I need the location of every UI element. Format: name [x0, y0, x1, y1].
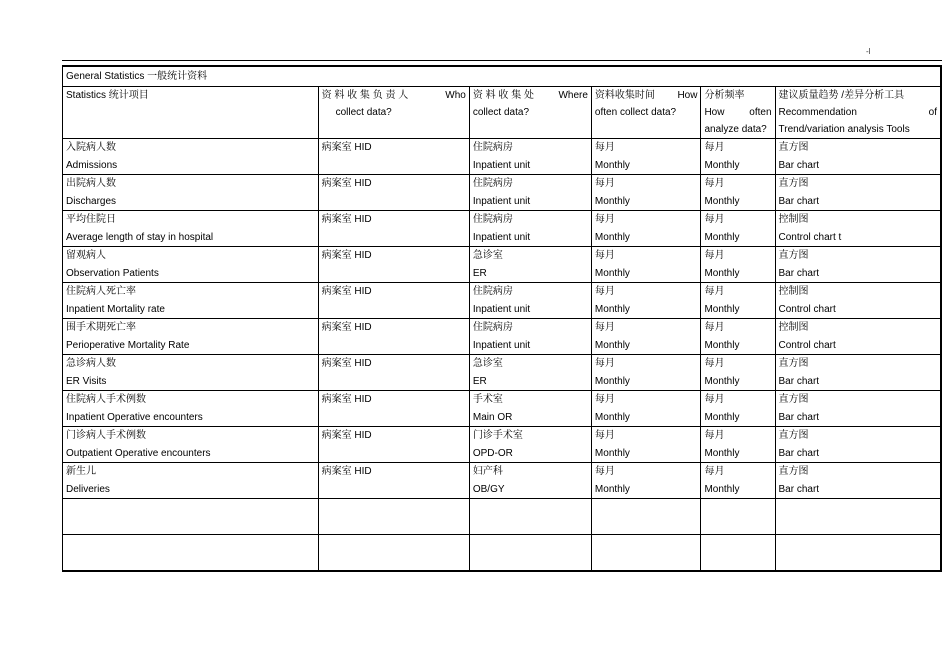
cell-who	[318, 283, 469, 319]
frequency-line2: Monthly	[704, 304, 740, 315]
who-line1: 病案室 HID	[321, 394, 372, 405]
header-who-line2: collect data?	[335, 107, 392, 118]
when-line1: 每月	[594, 178, 615, 189]
who-line1: 病案室 HID	[321, 430, 372, 441]
table-row	[63, 355, 942, 391]
cell-when	[591, 175, 701, 211]
tool-line1: 直方图	[778, 250, 809, 261]
when-line2: Monthly	[594, 268, 630, 279]
when-line1: 每月	[594, 358, 615, 369]
cell-tool	[775, 175, 941, 211]
when-line2: Monthly	[594, 232, 630, 243]
who-line1: 病案室 HID	[321, 142, 372, 153]
when-line2: Monthly	[594, 196, 630, 207]
statistic-line1: 平均住院日	[66, 214, 116, 225]
when-line2: Monthly	[594, 340, 630, 351]
header-statistics-label: Statistics 统计项目	[66, 90, 149, 101]
who-line1: 病案室 HID	[321, 250, 372, 261]
header-when-cn: 资料收集时间	[594, 90, 655, 101]
who-line1: 病案室 HID	[321, 214, 372, 225]
header-when	[591, 87, 701, 139]
cell-tool	[775, 283, 941, 319]
header-who-en: Who	[445, 90, 466, 101]
frequency-line1: 每月	[704, 250, 725, 261]
page-mark: -l	[866, 47, 871, 56]
cell-where	[469, 319, 591, 355]
cell-where	[469, 139, 591, 175]
empty-row	[63, 535, 942, 572]
cell-statistic	[63, 211, 319, 247]
when-line2: Monthly	[594, 160, 630, 171]
tool-line1: 直方图	[778, 178, 809, 189]
table-title: General Statistics 一般统计资料	[63, 66, 942, 87]
tool-line2: Bar chart	[778, 484, 820, 495]
when-line2: Monthly	[594, 304, 630, 315]
cell-tool	[775, 139, 941, 175]
top-rule	[62, 60, 942, 61]
frequency-line2: Monthly	[704, 340, 740, 351]
when-line2: Monthly	[594, 448, 630, 459]
cell-statistic	[63, 463, 319, 499]
statistic-line2: Admissions	[66, 160, 118, 171]
statistic-line1: 门诊病人手术例数	[66, 430, 146, 441]
statistic-line1: 出院病人数	[66, 178, 116, 189]
cell-where	[469, 211, 591, 247]
frequency-line1: 每月	[704, 358, 725, 369]
cell-where	[469, 175, 591, 211]
statistic-line2: Discharges	[66, 196, 117, 207]
tool-line1: 直方图	[778, 358, 809, 369]
tool-line1: 控制图	[778, 214, 809, 225]
statistic-line2: Average length of stay in hospital	[66, 232, 214, 243]
cell-when	[591, 247, 701, 283]
frequency-line2: Monthly	[704, 412, 740, 423]
where-line1: 住院病房	[472, 178, 513, 189]
frequency-line1: 每月	[704, 142, 725, 153]
cell-who	[318, 463, 469, 499]
table-row	[63, 319, 942, 355]
cell-tool	[775, 463, 941, 499]
empty-cell	[318, 499, 469, 535]
table-row	[63, 427, 942, 463]
statistic-line1: 住院病人手术例数	[66, 394, 146, 405]
cell-frequency	[701, 283, 775, 319]
header-tools-of: of	[928, 107, 937, 118]
cell-statistic	[63, 175, 319, 211]
cell-tool	[775, 211, 941, 247]
tool-line2: Bar chart	[778, 448, 820, 459]
empty-cell	[469, 535, 591, 572]
header-tools	[775, 87, 941, 139]
table-row	[63, 247, 942, 283]
table-row	[63, 175, 942, 211]
tool-line2: Bar chart	[778, 268, 820, 279]
cell-where	[469, 283, 591, 319]
cell-who	[318, 355, 469, 391]
frequency-line2: Monthly	[704, 484, 740, 495]
cell-when	[591, 463, 701, 499]
cell-frequency	[701, 211, 775, 247]
cell-who	[318, 247, 469, 283]
empty-cell	[701, 535, 775, 572]
statistic-line2: Outpatient Operative encounters	[66, 448, 211, 459]
when-line2: Monthly	[594, 484, 630, 495]
tool-line1: 直方图	[778, 466, 809, 477]
who-line1: 病案室 HID	[321, 322, 372, 333]
cell-where	[469, 355, 591, 391]
empty-cell	[469, 499, 591, 535]
tool-line2: Control chart	[778, 304, 836, 315]
when-line1: 每月	[594, 394, 615, 405]
cell-where	[469, 463, 591, 499]
cell-frequency	[701, 427, 775, 463]
cell-tool	[775, 319, 941, 355]
cell-who	[318, 427, 469, 463]
when-line1: 每月	[594, 466, 615, 477]
tool-line2: Control chart	[778, 340, 836, 351]
cell-when	[591, 391, 701, 427]
cell-when	[591, 139, 701, 175]
frequency-line2: Monthly	[704, 268, 740, 279]
where-line1: 门诊手术室	[472, 430, 523, 441]
statistic-line2: Perioperative Mortality Rate	[66, 340, 190, 351]
who-line1: 病案室 HID	[321, 358, 372, 369]
tool-line1: 直方图	[778, 394, 809, 405]
cell-tool	[775, 391, 941, 427]
cell-tool	[775, 247, 941, 283]
cell-statistic	[63, 139, 319, 175]
cell-statistic	[63, 283, 319, 319]
where-line1: 急诊室	[472, 358, 503, 369]
when-line1: 每月	[594, 430, 615, 441]
statistic-line1: 住院病人死亡率	[66, 286, 136, 297]
when-line1: 每月	[594, 142, 615, 153]
tool-line1: 控制图	[778, 286, 809, 297]
when-line2: Monthly	[594, 376, 630, 387]
header-who-cn: 资 料 收 集 负 责 人	[321, 90, 409, 101]
statistic-line2: ER Visits	[66, 376, 107, 387]
cell-who	[318, 319, 469, 355]
where-line2: ER	[472, 268, 487, 279]
frequency-line1: 每月	[704, 322, 725, 333]
cell-statistic	[63, 355, 319, 391]
frequency-line1: 每月	[704, 466, 725, 477]
cell-who	[318, 211, 469, 247]
cell-tool	[775, 427, 941, 463]
frequency-line1: 每月	[704, 286, 725, 297]
who-line1: 病案室 HID	[321, 178, 372, 189]
tool-line2: Bar chart	[778, 160, 820, 171]
cell-statistic	[63, 427, 319, 463]
frequency-line2: Monthly	[704, 448, 740, 459]
tool-line2: Bar chart	[778, 376, 820, 387]
where-line1: 住院病房	[472, 322, 513, 333]
frequency-line1: 每月	[704, 430, 725, 441]
header-row	[63, 87, 942, 139]
when-line1: 每月	[594, 322, 615, 333]
where-line2: Inpatient unit	[472, 232, 531, 243]
header-frequency	[701, 87, 775, 139]
frequency-line2: Monthly	[704, 232, 740, 243]
statistic-line1: 新生儿	[66, 466, 96, 477]
header-where-cn: 资 料 收 集 处	[472, 90, 534, 101]
statistic-line1: 围手术期死亡率	[66, 322, 136, 333]
who-line1: 病案室 HID	[321, 466, 372, 477]
empty-cell	[775, 499, 941, 535]
where-line2: ER	[472, 376, 487, 387]
statistic-line1: 急诊病人数	[66, 358, 116, 369]
frequency-line2: Monthly	[704, 196, 740, 207]
table-row	[63, 211, 942, 247]
empty-cell	[63, 499, 319, 535]
cell-statistic	[63, 391, 319, 427]
header-where	[469, 87, 591, 139]
statistic-line2: Observation Patients	[66, 268, 159, 279]
tool-line1: 直方图	[778, 430, 809, 441]
frequency-line1: 每月	[704, 178, 725, 189]
cell-frequency	[701, 247, 775, 283]
where-line1: 住院病房	[472, 214, 513, 225]
tool-line2: Control chart t	[778, 232, 842, 243]
cell-where	[469, 247, 591, 283]
tool-line2: Bar chart	[778, 196, 820, 207]
statistic-line2: Inpatient Operative encounters	[66, 412, 203, 423]
cell-when	[591, 283, 701, 319]
header-when-en: How	[677, 90, 698, 101]
where-line1: 妇产科	[472, 466, 503, 477]
cell-frequency	[701, 139, 775, 175]
statistic-line2: Inpatient Mortality rate	[66, 304, 165, 315]
frequency-line2: Monthly	[704, 160, 740, 171]
table-row	[63, 283, 942, 319]
cell-who	[318, 391, 469, 427]
empty-cell	[701, 499, 775, 535]
cell-when	[591, 319, 701, 355]
cell-frequency	[701, 175, 775, 211]
tool-line1: 控制图	[778, 322, 809, 333]
where-line2: Inpatient unit	[472, 340, 531, 351]
statistic-line1: 留观病人	[66, 250, 106, 261]
where-line2: Inpatient unit	[472, 304, 531, 315]
table-row	[63, 463, 942, 499]
header-tools-cn: 建议质量趋势 /差异分析工具	[778, 90, 905, 101]
where-line1: 手术室	[472, 394, 503, 405]
header-frequency-line3: analyze data?	[704, 124, 767, 135]
when-line2: Monthly	[594, 412, 630, 423]
frequency-line2: Monthly	[704, 376, 740, 387]
where-line2: OB/GY	[472, 484, 505, 495]
empty-cell	[591, 499, 701, 535]
statistic-line2: Deliveries	[66, 484, 110, 495]
header-tools-recommendation: Recommendation	[778, 107, 857, 118]
empty-cell	[591, 535, 701, 572]
where-line2: Inpatient unit	[472, 196, 531, 207]
table-row	[63, 139, 942, 175]
when-line1: 每月	[594, 250, 615, 261]
when-line1: 每月	[594, 286, 615, 297]
empty-cell	[63, 535, 319, 572]
header-tools-line3: Trend/variation analysis Tools	[778, 124, 910, 135]
statistic-line1: 入院病人数	[66, 142, 116, 153]
header-who	[318, 87, 469, 139]
cell-when	[591, 355, 701, 391]
header-frequency-how: How	[704, 107, 725, 118]
frequency-line1: 每月	[704, 214, 725, 225]
cell-statistic	[63, 247, 319, 283]
tool-line2: Bar chart	[778, 412, 820, 423]
where-line1: 急诊室	[472, 250, 503, 261]
cell-frequency	[701, 355, 775, 391]
cell-frequency	[701, 319, 775, 355]
table-title-row	[63, 66, 942, 87]
cell-who	[318, 175, 469, 211]
cell-frequency	[701, 463, 775, 499]
table-row	[63, 391, 942, 427]
cell-where	[469, 391, 591, 427]
where-line2: Main OR	[472, 412, 513, 423]
cell-where	[469, 427, 591, 463]
cell-statistic	[63, 319, 319, 355]
header-where-line2: collect data?	[472, 107, 530, 118]
who-line1: 病案室 HID	[321, 286, 372, 297]
cell-when	[591, 211, 701, 247]
where-line1: 住院病房	[472, 142, 513, 153]
when-line1: 每月	[594, 214, 615, 225]
empty-cell	[318, 535, 469, 572]
header-where-en: Where	[558, 90, 588, 101]
empty-row	[63, 499, 942, 535]
frequency-line1: 每月	[704, 394, 725, 405]
cell-who	[318, 139, 469, 175]
cell-frequency	[701, 391, 775, 427]
tool-line1: 直方图	[778, 142, 809, 153]
where-line2: OPD-OR	[472, 448, 513, 459]
header-frequency-often: often	[749, 107, 772, 118]
cell-tool	[775, 355, 941, 391]
header-statistics	[63, 87, 319, 139]
where-line1: 住院病房	[472, 286, 513, 297]
general-statistics-table	[62, 65, 942, 572]
cell-when	[591, 427, 701, 463]
header-when-line2: often collect data?	[594, 107, 677, 118]
where-line2: Inpatient unit	[472, 160, 531, 171]
header-frequency-cn: 分析频率	[704, 90, 745, 101]
empty-cell	[775, 535, 941, 572]
